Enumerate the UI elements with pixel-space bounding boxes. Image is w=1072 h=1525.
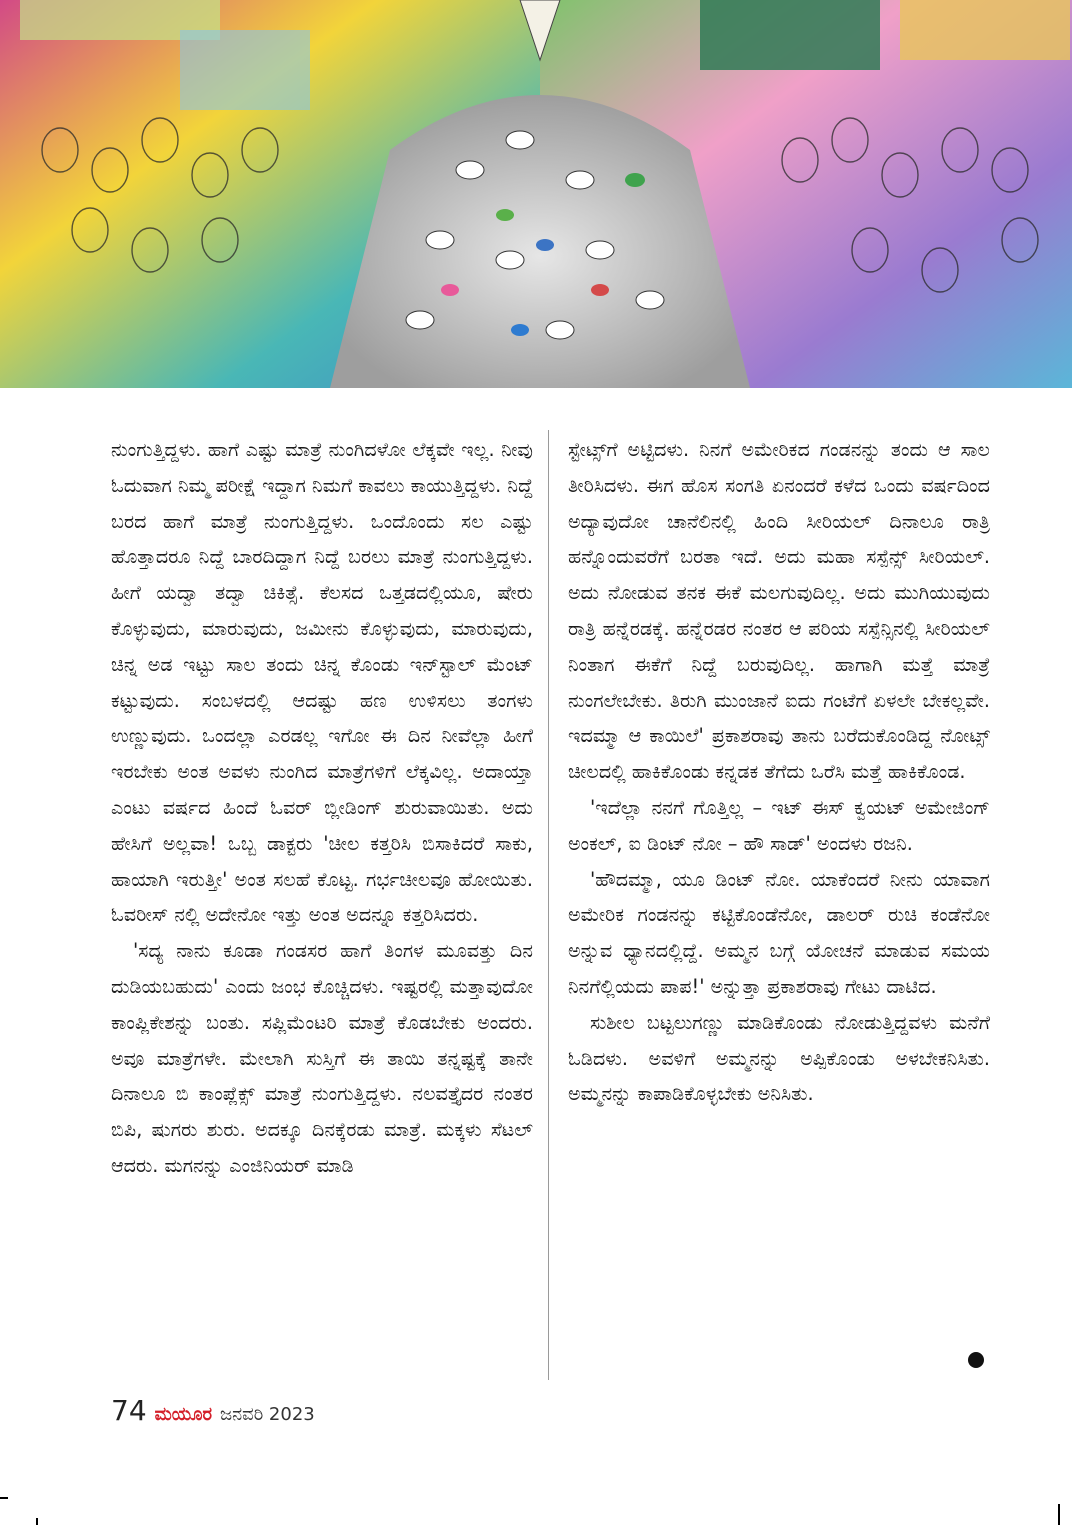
crowd-and-pill-heap-illustration [0, 0, 1072, 388]
paragraph: 'ಹೌದಮ್ಮಾ, ಯೂ ಡಿಂಟ್ ನೋ. ಯಾಕೆಂದರೆ ನೀನು ಯಾವಾಗ ಅಮೇರಿಕ ಗಂಡನನ್ನು ಕಟ್ಟಿಕೊಂಡೆನೋ, ಡಾಲರ್ ರುಚಿ ಕಂಡೆನೋ ಅನ್ನುವ ಧ್ಯಾನದಲ್ಲಿದ್ದೆ. ಅಮ್ಮನ ಬಗ್ಗೆ ಯೋಚನೆ ಮಾಡುವ ಸಮಯ ನಿನಗೆಲ್ಲಿಯದು ಪಾಪ!' ಅನ್ನುತ್ತಾ ಪ್ರಕಾಶರಾವು ಗೇಟು ದಾಟಿದ. [568, 867, 990, 998]
article-column-right [568, 432, 990, 1112]
paragraph: ನುಂಗುತ್ತಿದ್ದಳು. ಹಾಗೆ ಎಷ್ಟು ಮಾತ್ರೆ ನುಂಗಿದಳೋ ಲೆಕ್ಕವೇ ಇಲ್ಲ. ನೀವು ಓದುವಾಗ ನಿಮ್ಮ ಪರೀಕ್ಷೆ ಇದ್ದಾಗ ನಿಮಗೆ ಕಾವಲು ಕಾಯುತ್ತಿದ್ದಳು. ನಿದ್ದೆ ಬರದ ಹಾಗೆ ಮಾತ್ರೆ ನುಂಗುತ್ತಿದ್ದಳು. ಒಂದೊಂದು ಸಲ ಎಷ್ಟು ಹೊತ್ತಾದರೂ ನಿದ್ದೆ ಬಾರದಿದ್ದಾಗ ನಿದ್ದೆ ಬರಲು ಮಾತ್ರೆ ನುಂಗುತ್ತಿದ್ದಳು. ಹೀಗೆ ಯದ್ವಾ ತದ್ವಾ ಚಿಕಿತ್ಸೆ. ಕೆಲಸದ ಒತ್ತಡದಲ್ಲಿಯೂ, ಷೇರು ಕೊಳ್ಳುವುದು, ಮಾರುವುದು, ಜಮೀನು ಕೊಳ್ಳುವುದು, ಮಾರುವುದು, ಚಿನ್ನ ಅಡ ಇಟ್ಟು ಸಾಲ ತಂದು ಚಿನ್ನ ಕೊಂಡು ಇನ್‌ಸ್ಟಾಲ್ ಮೆಂಟ್ ಕಟ್ಟುವುದು. ಸಂಬಳದಲ್ಲಿ ಆದಷ್ಟು ಹಣ ಉಳಿಸಲು ತಂಗಳು ಉಣ್ಣುವುದು. ಒಂದಲ್ಲಾ ಎರಡಲ್ಲ ಇಗೋ ಈ ದಿನ ನೀವೆಲ್ಲಾ ಹೀಗೆ ಇರಬೇಕು ಅಂತ ಅವಳು ನುಂಗಿದ ಮಾತ್ರೆಗಳಿಗೆ ಲೆಕ್ಕವಿಲ್ಲ. ಅದಾಯ್ತಾ ಎಂಟು ವರ್ಷದ ಹಿಂದೆ ಓವರ್ ಬ್ಲೀಡಿಂಗ್ ಶುರುವಾಯಿತು. ಅದು ಹೇಸಿಗೆ ಅಲ್ಲವಾ! ಒಬ್ಬ ಡಾಕ್ಟರು 'ಚೀಲ ಕತ್ತರಿಸಿ ಬಿಸಾಕಿದರೆ ಸಾಕು, ಹಾಯಾಗಿ ಇರುತ್ತೀ' ಅಂತ ಸಲಹೆ ಕೊಟ್ಟ. ಗರ್ಭಚೀಲವೂ ಹೋಯಿತು. ಓವರೀಸ್ ನಲ್ಲಿ ಅದೇನೋ ಇತ್ತು ಅಂತ ಅದನ್ನೂ ಕತ್ತರಿಸಿದರು. [111, 438, 533, 927]
story-end-bullet-icon [968, 1352, 984, 1368]
column-divider [548, 430, 549, 1380]
crop-mark [36, 1518, 38, 1525]
paragraph: 'ಸದ್ಯ ನಾನು ಕೂಡಾ ಗಂಡಸರ ಹಾಗೆ ತಿಂಗಳ ಮೂವತ್ತು ದಿನ ದುಡಿಯಬಹುದು' ಎಂದು ಜಂಭ ಕೊಚ್ಚಿದಳು. ಇಷ್ಟರಲ್ಲಿ ಮತ್ತಾವುದೋ ಕಾಂಪ್ಲಿಕೇಶನ್ನು ಬಂತು. ಸಪ್ಲಿಮೆಂಟರಿ ಮಾತ್ರೆ ಕೊಡಬೇಕು ಅಂದರು. ಅವೂ ಮಾತ್ರೆಗಳೇ. ಮೇಲಾಗಿ ಸುಸ್ತಿಗೆ ಈ ತಾಯಿ ತನ್ನಷ್ಟಕ್ಕೆ ತಾನೇ ದಿನಾಲೂ ಬಿ ಕಾಂಪ್ಲೆಕ್ಸ್ ಮಾತ್ರೆ ನುಂಗುತ್ತಿದ್ದಳು. ನಲವತ್ತೈದರ ನಂತರ ಬಿಪಿ, ಷುಗರು ಶುರು. ಅದಕ್ಕೂ ದಿನಕ್ಕೆರಡು ಮಾತ್ರೆ. ಮಕ್ಕಳು ಸೆಟಲ್ ಆದರು. ಮಗನನ್ನು ಎಂಜಿನಿಯರ್ ಮಾಡಿ [111, 939, 533, 1177]
page-footer [111, 1394, 315, 1427]
crop-mark [1058, 1504, 1060, 1525]
page-number: 74 [111, 1394, 147, 1427]
issue-date: ಜನವರಿ 2023 [220, 1404, 315, 1425]
article-column-left [111, 432, 533, 1184]
crop-mark [0, 1497, 8, 1499]
paragraph: ಸುಶೀಲ ಬಟ್ಟಲುಗಣ್ಣು ಮಾಡಿಕೊಂಡು ನೋಡುತ್ತಿದ್ದವಳು ಮನೆಗೆ ಓಡಿದಳು. ಅವಳಿಗೆ ಅಮ್ಮನನ್ನು ಅಪ್ಪಿಕೊಂಡು ಅಳಬೇಕನಿಸಿತು. ಅಮ್ಮನನ್ನು ಕಾಪಾಡಿಕೊಳ್ಳಬೇಕು ಅನಿಸಿತು. [568, 1010, 990, 1106]
paragraph: 'ಇದೆಲ್ಲಾ ನನಗೆ ಗೊತ್ತಿಲ್ಲ – ಇಟ್ ಈಸ್ ಕ್ವಯಟ್ ಅಮೇಜಿಂಗ್ ಅಂಕಲ್, ಐ ಡಿಂಟ್ ನೋ – ಹೌ ಸಾಡ್' ಅಂದಳು ರಜನಿ. [568, 795, 990, 855]
header-illustration [0, 0, 1072, 388]
paragraph: ಸ್ಟೇಟ್ಸ್‌ಗೆ ಅಟ್ಟಿದಳು. ನಿನಗೆ ಅಮೇರಿಕದ ಗಂಡನನ್ನು ತಂದು ಆ ಸಾಲ ತೀರಿಸಿದಳು. ಈಗ ಹೊಸ ಸಂಗತಿ ಏನಂದರೆ ಕಳೆದ ಒಂದು ವರ್ಷದಿಂದ ಅದ್ಯಾವುದೋ ಚಾನೆಲಿನಲ್ಲಿ ಹಿಂದಿ ಸೀರಿಯಲ್ ದಿನಾಲೂ ರಾತ್ರಿ ಹನ್ನೊಂದುವರೆಗೆ ಬರತಾ ಇದೆ. ಅದು ಮಹಾ ಸಸ್ಪೆನ್ಸ್ ಸೀರಿಯಲ್. ಅದು ನೋಡುವ ತನಕ ಈಕೆ ಮಲಗುವುದಿಲ್ಲ. ಅದು ಮುಗಿಯುವುದು ರಾತ್ರಿ ಹನ್ನೆರಡಕ್ಕೆ. ಹನ್ನೆರಡರ ನಂತರ ಆ ಪರಿಯ ಸಸ್ಪೆನ್ಸಿನಲ್ಲಿ ಸೀರಿಯಲ್ ನಿಂತಾಗ ಈಕೆಗೆ ನಿದ್ದೆ ಬರುವುದಿಲ್ಲ. ಹಾಗಾಗಿ ಮತ್ತೆ ಮಾತ್ರೆ ನುಂಗಲೇಬೇಕು. ತಿರುಗಿ ಮುಂಜಾನೆ ಐದು ಗಂಟೆಗೆ ಏಳಲೇ ಬೇಕಲ್ಲವೇ. ಇದಮ್ಮಾ ಆ ಕಾಯಿಲೆ' ಪ್ರಕಾಶರಾವು ತಾನು ಬರೆದುಕೊಂಡಿದ್ದ ನೋಟ್ಸ್ ಚೀಲದಲ್ಲಿ ಹಾಕಿಕೊಂಡು ಕನ್ನಡಕ ತೆಗೆದು ಒರೆಸಿ ಮತ್ತೆ ಹಾಕಿಕೊಂಡ. [568, 438, 990, 784]
magazine-logo: ಮಯೂರ [154, 1404, 213, 1425]
